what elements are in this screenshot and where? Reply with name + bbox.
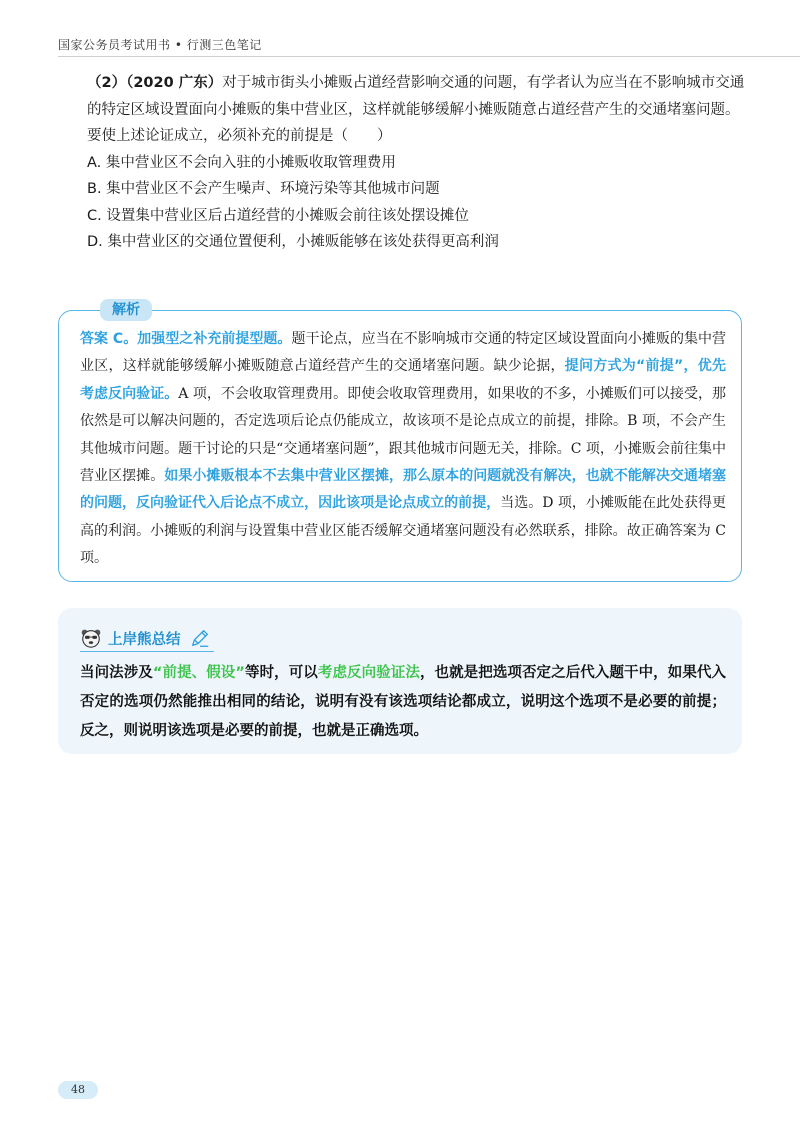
bear-mascot-icon — [80, 627, 102, 649]
question-stem — [87, 70, 747, 123]
question-number: （2）（2020 广东） — [87, 75, 223, 91]
analysis-highlight-2: 如果小摊贩根本不去集中营业区摆摊，那么原本的问题就没有解决，也就不能解决交通堵塞的问题，反向验证代入后论点不成立，因此该项是论点成立的前提， — [80, 468, 727, 512]
summary-highlight-2: 考虑反向验证法 — [317, 665, 420, 681]
analysis-text — [80, 326, 726, 573]
summary-header — [80, 626, 211, 650]
option-b: B. 集中营业区不会产生噪声、环境污染等其他城市问题 — [87, 181, 440, 197]
option-d: D. 集中营业区的交通位置便利，小摊贩能够在该处获得更高利润 — [87, 234, 499, 250]
summary-text-2: 等时，可以 — [244, 665, 318, 681]
pen-icon — [189, 627, 211, 649]
option-c: C. 设置集中营业区后占道经营的小摊贩会前往该处摆设摊位 — [87, 207, 469, 224]
summary-text-3: ，也就是把选项否定之后代入题干中，如果代入否定的选项仍然能推出相同的结论，说明有没有该选项结论都成立，说明这个选项不是必要的前提；反之，则说明该选项是必要的前提，也就是正确选项。 — [80, 665, 726, 739]
analysis-text-2: A 项，不会收取管理费用。即使会收取管理费用，如果收的不多，小摊贩们可以接受，那依然是可以解决问题的，否定选项后论点仍能成立，故该项不是论点成立的前提，排除。B 项，不会产生其他城市问题。题干讨论的只是“交通堵塞问题”，跟其他城市问题无关，排除。C 项，小摊贩会前往集中营业区摆摊。 — [80, 385, 727, 485]
summary-highlight-1: “前提、假设” — [152, 665, 245, 681]
question-prompt: 要使上述论证成立，必须补充的前提是（ ） — [87, 128, 392, 144]
running-header: 国家公务员考试用书 • 行测三色笔记 — [58, 38, 262, 52]
analysis-text-1: 题干论点，应当在不影响城市交通的特定区域设置面向小摊贩的集中营业区，这样就能够缓解小摊贩随意占道经营产生的交通堵塞问题。缺少论据， — [80, 331, 727, 375]
answer-label: 答案 C。加强型之补充前提型题。 — [80, 331, 292, 347]
page-number: 48 — [58, 1081, 98, 1099]
header-divider — [58, 56, 800, 57]
analysis-highlight-1: 提问方式为“前提”，优先考虑反向验证。 — [80, 358, 727, 402]
summary-text — [80, 659, 726, 746]
analysis-tag: 解析 — [100, 299, 152, 321]
summary-title: 上岸熊总结 — [108, 631, 181, 648]
question-stem-text: 对于城市街头小摊贩占道经营影响交通的问题，有学者认为应当在不影响城市交通的特定区域设置面向小摊贩的集中营业区，这样就能够缓解小摊贩随意占道经营产生的交通堵塞问题。 — [87, 75, 745, 118]
summary-title-underline — [80, 651, 214, 652]
analysis-text-3: 当选。D 项，小摊贩能在此处获得更高的利润。小摊贩的利润与设置集中营业区能否缓解交通堵塞问题没有必然联系，排除。故正确答案为 C 项。 — [80, 495, 726, 567]
summary-text-1: 当问法涉及 — [80, 665, 153, 681]
question-block — [87, 70, 747, 256]
option-a: A. 集中营业区不会向入驻的小摊贩收取管理费用 — [87, 154, 396, 171]
